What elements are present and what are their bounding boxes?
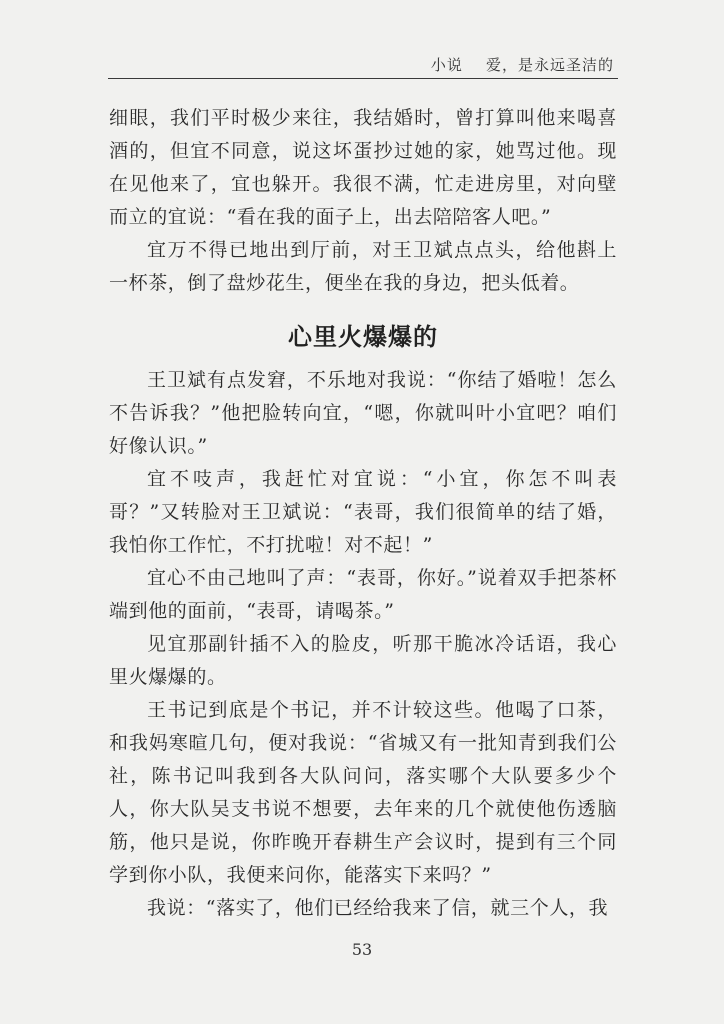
paragraph: 宜心不由己地叫了声：“表哥，你好。”说着双手把茶杯端到他的面前，“表哥，请喝茶。” (109, 567, 617, 622)
paragraph: 宜不吱声，我赶忙对宜说：“小宜，你怎不叫表哥？”又转脸对王卫斌说：“表哥，我们很简单的结了婚，我怕你工作忙，不打扰啦！对不起！” (109, 468, 617, 556)
paragraph: 王书记到底是个书记，并不计较这些。他喝了口茶，和我妈寒暄几句，便对我说：“省城又有一批知青到我们公社，陈书记叫我到各大队问问，落实哪个大队要多少个人，你大队吴支书说不想要，去年来的几个就使他伤透脑筋，他只是说，你昨晚开春耕生产会议时，提到有三个同学到你小队，我便来问你，能落实下来吗？” (109, 699, 617, 886)
paragraph: 我说：“落实了，他们已经给我来了信，就三个人，我 (147, 897, 609, 919)
header-text: 小说 爱，是永远圣洁的 (430, 56, 614, 74)
paragraph: 见宜那副针插不入的脸皮，听那干脆冰冷话语，我心里火爆爆的。 (109, 633, 617, 688)
paragraph: 王卫斌有点发窘，不乐地对我说：“你结了婚啦！怎么不告诉我？”他把脸转向宜，“嗯，你就叫叶小宜吧？咱们好像认识。” (109, 369, 617, 457)
running-header (108, 52, 618, 79)
page-number: 53 (351, 940, 373, 959)
section-heading: 心里火爆爆的 (288, 323, 438, 351)
paragraph: 宜万不得已地出到厅前，对王卫斌点点头，给他斟上一杯茶，倒了盘炒花生，便坐在我的身边，把头低着。 (109, 239, 617, 294)
page-body (109, 102, 617, 925)
paragraph: 细眼，我们平时极少来往，我结婚时，曾打算叫他来喝喜酒的，但宜不同意，说这坏蛋抄过她的家，她骂过他。现在见他来了，宜也躲开。我很不满，忙走进房里，对向壁而立的宜说：“看在我的面子上，出去陪陪客人吧。” (109, 107, 617, 228)
